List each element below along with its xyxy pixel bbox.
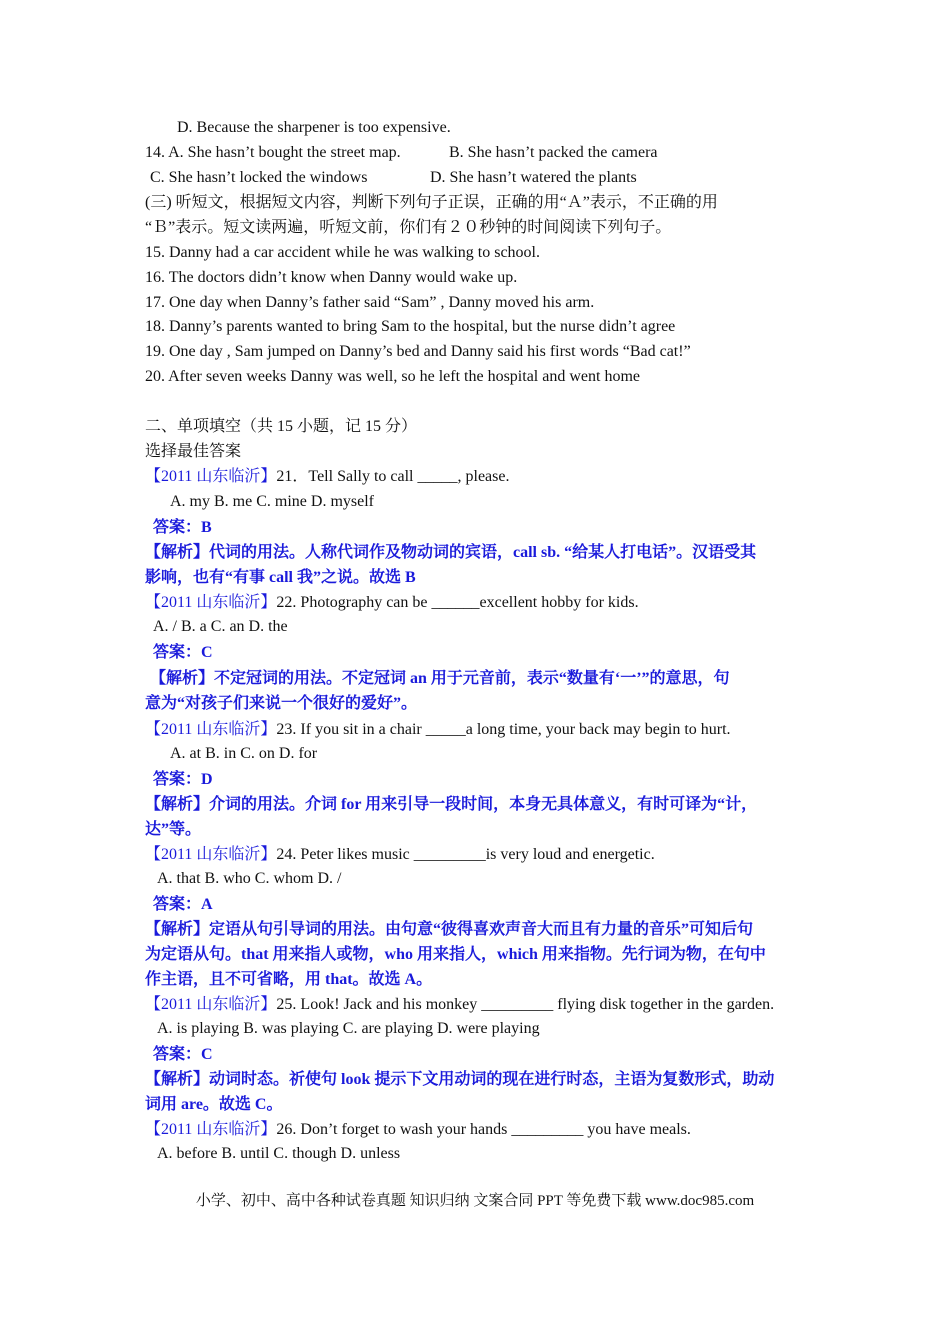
q24-text: 24. Peter likes music _________is very loud and energetic. [276,846,655,863]
source-tag: 【2011 山东临沂】 [145,996,277,1013]
part2-heading: 二、单项填空（共 15 小题，记 15 分） [145,418,418,435]
source-tag: 【2011 山东临沂】 [145,846,277,863]
q22-analysis-line2: 意为“对孩子们来说一个很好的爱好”。 [145,695,418,712]
section3-instruction-line2: “Ｂ”表示。短文读两遍，听短文前，你们有２０秒钟的时间阅读下列句子。 [145,219,672,236]
q26-text: 26. Don’t forget to wash your hands _________ you have meals. [276,1121,691,1138]
q22-answer: 答案：C [153,644,213,661]
q18-statement: 18. Danny’s parents wanted to bring Sam to the hospital, but the nurse didn’t agree [145,318,676,335]
q24-analysis-line1: 【解析】定语从句引导词的用法。由句意“彼得喜欢声音大而且有力量的音乐”可知后句 [145,921,754,938]
q24-answer: 答案：A [153,896,213,913]
part2-instruction: 选择最佳答案 [145,443,242,460]
q25-stem [145,992,774,1017]
q24-analysis-line2: 为定语从句。that 用来指人或物，who 用来指人，which 用来指物。先行词为物，在句中 [145,946,766,963]
q25-answer: 答案：C [153,1046,213,1063]
q23-options: A. at B. in C. on D. for [170,745,318,762]
q21-stem [145,464,509,489]
q22-analysis-line1: 【解析】不定冠词的用法。不定冠词 an 用于元音前，表示“数量有‘一’”的意思，句 [150,670,730,687]
q25-options: A. is playing B. was playing C. are playing D. were playing [157,1020,540,1037]
q23-analysis-line1: 【解析】介词的用法。介词 for 用来引导一段时间，本身无具体意义，有时可译为“计， [145,796,758,813]
q20-statement: 20. After seven weeks Danny was well, so he left the hospital and went home [145,368,640,385]
q14-options-row2 [150,165,637,190]
q14-options-row1 [145,140,658,165]
q14-option-b: B. She hasn’t packed the camera [449,144,658,161]
source-tag: 【2011 山东临沂】 [145,1121,277,1138]
q21-analysis-line1: 【解析】代词的用法。人称代词作及物动词的宾语，call sb. “给某人打电话”。汉语受其 [145,544,757,561]
q14-option-d: D. She hasn’t watered the plants [430,169,637,186]
q19-statement: 19. One day , Sam jumped on Danny’s bed and Danny said his first words “Bad cat!” [145,343,691,360]
q22-text: 22. Photography can be ______excellent hobby for kids. [276,594,639,611]
q25-analysis-line2: 词用 are。故选 C。 [145,1096,283,1113]
source-tag: 【2011 山东临沂】 [145,468,277,485]
q24-analysis-line3: 作主语，且不可省略，用 that。故选 A。 [145,971,433,988]
q14-option-c: C. She hasn’t locked the windows [150,169,368,186]
q17-statement: 17. One day when Danny’s father said “Sam” , Danny moved his arm. [145,294,595,311]
q22-stem [145,590,639,615]
q23-text: 23. If you sit in a chair _____a long time, your back may begin to hurt. [276,721,731,738]
q15-statement: 15. Danny had a car accident while he was walking to school. [145,244,540,261]
q21-text: 21．Tell Sally to call _____, please. [276,468,510,485]
q25-text: 25. Look! Jack and his monkey _________ flying disk together in the garden. [276,996,775,1013]
q21-answer: 答案：B [153,519,212,536]
q24-stem [145,842,655,867]
q23-analysis-line2: 达”等。 [145,821,202,838]
section3-instruction-line1: (三) 听短文，根据短文内容，判断下列句子正误，正确的用“Ａ”表示，不正确的用 [145,194,718,211]
q23-stem [145,717,731,742]
q26-stem [145,1117,691,1142]
q14-option-a: 14. A. She hasn’t bought the street map. [145,144,401,161]
source-tag: 【2011 山东临沂】 [145,594,277,611]
q25-analysis-line1: 【解析】动词时态。祈使句 look 提示下文用动词的现在进行时态，主语为复数形式，助动 [145,1071,775,1088]
q23-answer: 答案：D [153,771,213,788]
q21-options: A. my B. me C. mine D. myself [170,493,374,510]
q24-options: A. that B. who C. whom D. / [157,870,342,887]
q26-options: A. before B. until C. though D. unless [157,1145,401,1162]
q16-statement: 16. The doctors didn’t know when Danny would wake up. [145,269,518,286]
q22-options: A. / B. a C. an D. the [153,618,288,635]
page-footer: 小学、初中、高中各种试卷真题 知识归纳 文案合同 PPT 等免费下载 www.doc985.com [195,1193,755,1209]
q13-option-d: D. Because the sharpener is too expensive. [177,119,451,136]
source-tag: 【2011 山东临沂】 [145,721,277,738]
q21-analysis-line2: 影响，也有“有事 call 我”之说。故选 B [145,569,416,586]
